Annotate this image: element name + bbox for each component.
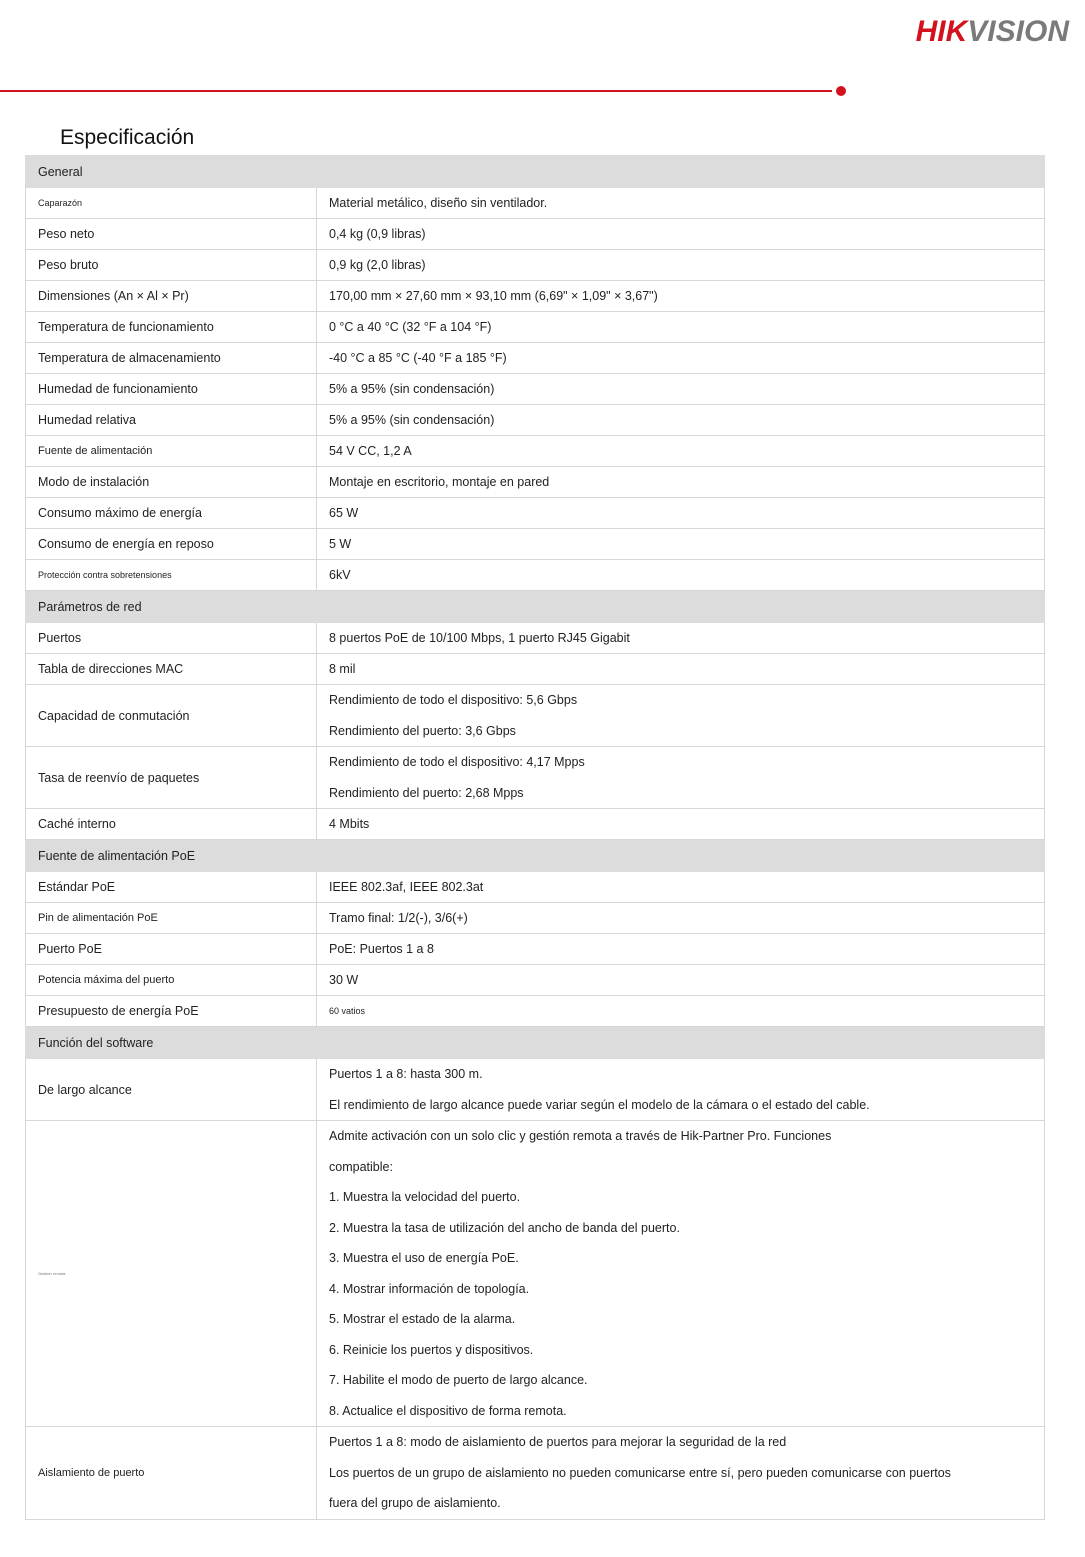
spec-value-line: 6. Reinicie los puertos y dispositivos. xyxy=(329,1342,534,1357)
section-heading: General xyxy=(26,156,1045,188)
spec-value: 0 °C a 40 °C (32 °F a 104 °F) xyxy=(317,312,1045,343)
spec-label: Consumo de energía en reposo xyxy=(26,529,317,560)
hikvision-logo xyxy=(916,14,1069,50)
spec-row xyxy=(26,1059,1045,1121)
header-divider xyxy=(0,90,832,92)
spec-row xyxy=(26,1121,1045,1427)
spec-label: Peso neto xyxy=(26,219,317,250)
spec-value-line: 8. Actualice el dispositivo de forma remota. xyxy=(329,1403,567,1418)
spec-value: Material metálico, diseño sin ventilador. xyxy=(317,188,1045,219)
section-heading: Parámetros de red xyxy=(26,591,1045,623)
spec-value-line: Rendimiento de todo el dispositivo: 4,17 Mpps xyxy=(329,755,585,769)
spec-row xyxy=(26,685,1045,747)
spec-row xyxy=(26,188,1045,219)
spec-label: Caparazón xyxy=(26,188,317,219)
spec-label: Temperatura de funcionamiento xyxy=(26,312,317,343)
spec-label: Caché interno xyxy=(26,809,317,840)
spec-value xyxy=(317,1427,1045,1520)
spec-label: Consumo máximo de energía xyxy=(26,498,317,529)
spec-label: Potencia máxima del puerto xyxy=(26,965,317,996)
spec-row xyxy=(26,219,1045,250)
spec-value-line: Los puertos de un grupo de aislamiento no pueden comunicarse entre sí, pero pueden comunicarse con puertos xyxy=(329,1465,951,1480)
spec-value-line: 1. Muestra la velocidad del puerto. xyxy=(329,1190,521,1204)
spec-label: Dimensiones (An × Al × Pr) xyxy=(26,281,317,312)
spec-row xyxy=(26,436,1045,467)
spec-value-line: 5. Mostrar el estado de la alarma. xyxy=(329,1312,516,1326)
spec-label: De largo alcance xyxy=(26,1059,317,1121)
spec-value: 60 vatios xyxy=(317,996,1045,1027)
spec-label: Protección contra sobretensiones xyxy=(26,560,317,591)
spec-label: Tasa de reenvío de paquetes xyxy=(26,747,317,809)
spec-value: 6kV xyxy=(317,560,1045,591)
spec-value: 170,00 mm × 27,60 mm × 93,10 mm (6,69" × 1,09" × 3,67") xyxy=(317,281,1045,312)
section-row xyxy=(26,840,1045,872)
spec-label: Presupuesto de energía PoE xyxy=(26,996,317,1027)
logo-hik: HIK xyxy=(915,15,968,48)
spec-value: 4 Mbits xyxy=(317,809,1045,840)
logo-vision: VISION xyxy=(967,15,1069,48)
spec-row xyxy=(26,996,1045,1027)
spec-row xyxy=(26,934,1045,965)
spec-value: 54 V CC, 1,2 A xyxy=(317,436,1045,467)
spec-value-line: 2. Muestra la tasa de utilización del ancho de banda del puerto. xyxy=(329,1220,680,1235)
spec-label: Aislamiento de puerto xyxy=(26,1427,317,1520)
spec-label: Estándar PoE xyxy=(26,872,317,903)
spec-value-line: 4. Mostrar información de topología. xyxy=(329,1281,530,1296)
spec-row xyxy=(26,529,1045,560)
spec-label: Gestión remota xyxy=(26,1121,317,1427)
spec-row xyxy=(26,374,1045,405)
spec-row xyxy=(26,623,1045,654)
spec-row xyxy=(26,312,1045,343)
spec-label: Temperatura de almacenamiento xyxy=(26,343,317,374)
spec-value: 5 W xyxy=(317,529,1045,560)
spec-value-line: Puertos 1 a 8: modo de aislamiento de puertos para mejorar la seguridad de la red xyxy=(329,1435,787,1449)
spec-label: Puertos xyxy=(26,623,317,654)
spec-value: 0,9 kg (2,0 libras) xyxy=(317,250,1045,281)
spec-value: 8 puertos PoE de 10/100 Mbps, 1 puerto RJ45 Gigabit xyxy=(317,623,1045,654)
spec-label: Tabla de direcciones MAC xyxy=(26,654,317,685)
spec-value-line: 7. Habilite el modo de puerto de largo alcance. xyxy=(329,1373,588,1387)
spec-row xyxy=(26,343,1045,374)
spec-value xyxy=(317,1121,1045,1427)
spec-value: 5% a 95% (sin condensación) xyxy=(317,405,1045,436)
spec-row xyxy=(26,560,1045,591)
spec-value: PoE: Puertos 1 a 8 xyxy=(317,934,1045,965)
spec-value-line: Rendimiento del puerto: 3,6 Gbps xyxy=(329,723,516,738)
spec-label: Peso bruto xyxy=(26,250,317,281)
spec-value: Tramo final: 1/2(-), 3/6(+) xyxy=(317,903,1045,934)
spec-row xyxy=(26,809,1045,840)
spec-label: Puerto PoE xyxy=(26,934,317,965)
spec-row xyxy=(26,467,1045,498)
spec-label: Capacidad de conmutación xyxy=(26,685,317,747)
spec-value xyxy=(317,685,1045,747)
spec-table xyxy=(25,155,1045,1520)
spec-value: -40 °C a 85 °C (-40 °F a 185 °F) xyxy=(317,343,1045,374)
header-divider-dot xyxy=(836,86,846,96)
spec-row xyxy=(26,654,1045,685)
spec-value: 65 W xyxy=(317,498,1045,529)
section-row xyxy=(26,1027,1045,1059)
spec-label: Pin de alimentación PoE xyxy=(26,903,317,934)
spec-value-line: El rendimiento de largo alcance puede variar según el modelo de la cámara o el estado del cable. xyxy=(329,1097,870,1112)
spec-row xyxy=(26,405,1045,436)
spec-value-line: Admite activación con un solo clic y gestión remota a través de Hik-Partner Pro. Funciones xyxy=(329,1129,832,1143)
spec-value: 8 mil xyxy=(317,654,1045,685)
spec-value-line: Rendimiento de todo el dispositivo: 5,6 Gbps xyxy=(329,693,578,707)
spec-row xyxy=(26,747,1045,809)
spec-value xyxy=(317,1059,1045,1121)
spec-value-line: Rendimiento del puerto: 2,68 Mpps xyxy=(329,785,524,800)
spec-label: Fuente de alimentación xyxy=(26,436,317,467)
spec-value-line: fuera del grupo de aislamiento. xyxy=(329,1496,501,1510)
section-heading: Función del software xyxy=(26,1027,1045,1059)
spec-value: IEEE 802.3af, IEEE 802.3at xyxy=(317,872,1045,903)
spec-row xyxy=(26,965,1045,996)
spec-value: 30 W xyxy=(317,965,1045,996)
section-row xyxy=(26,591,1045,623)
spec-row xyxy=(26,1427,1045,1520)
spec-label: Modo de instalación xyxy=(26,467,317,498)
spec-value-line: compatible: xyxy=(329,1159,393,1174)
spec-value: 5% a 95% (sin condensación) xyxy=(317,374,1045,405)
spec-row xyxy=(26,281,1045,312)
section-heading: Fuente de alimentación PoE xyxy=(26,840,1045,872)
spec-label: Humedad relativa xyxy=(26,405,317,436)
page-title: Especificación xyxy=(60,126,195,149)
spec-row xyxy=(26,872,1045,903)
spec-value: Montaje en escritorio, montaje en pared xyxy=(317,467,1045,498)
spec-row xyxy=(26,903,1045,934)
spec-value-line: 3. Muestra el uso de energía PoE. xyxy=(329,1251,519,1265)
section-row xyxy=(26,156,1045,188)
spec-value xyxy=(317,747,1045,809)
spec-label: Humedad de funcionamiento xyxy=(26,374,317,405)
spec-value-line: Puertos 1 a 8: hasta 300 m. xyxy=(329,1067,483,1081)
spec-row xyxy=(26,498,1045,529)
spec-value: 0,4 kg (0,9 libras) xyxy=(317,219,1045,250)
spec-row xyxy=(26,250,1045,281)
